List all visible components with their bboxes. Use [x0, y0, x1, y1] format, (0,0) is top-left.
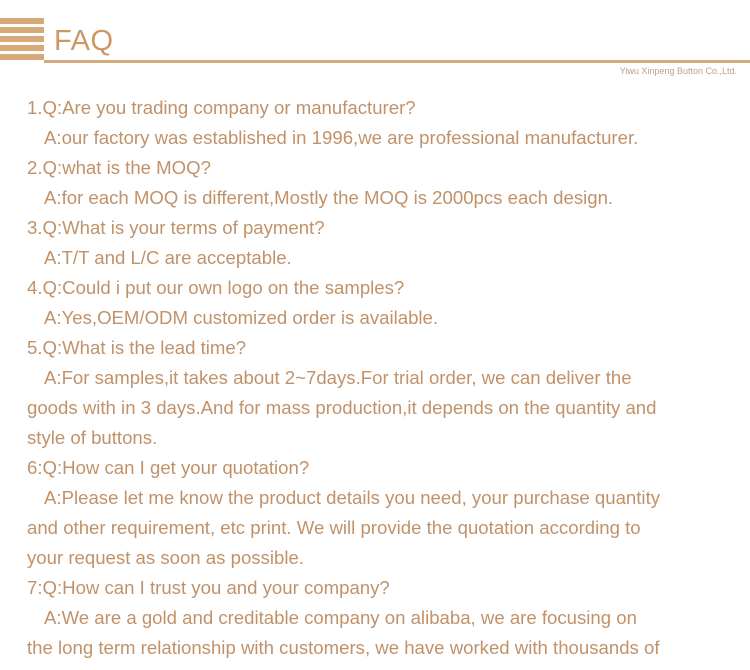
question-6: 6:Q:How can I get your quotation?	[27, 457, 310, 478]
answer-6-line-1: A:Please let me know the product details you need, your purchase quantity	[44, 487, 661, 508]
question-3: 3.Q:What is your terms of payment?	[27, 217, 325, 238]
question-4: 4.Q:Could i put our own logo on the samples?	[27, 277, 405, 298]
answer-3: A:T/T and L/C are acceptable.	[44, 247, 292, 268]
answer-7-line-1: A:We are a gold and creditable company on alibaba, we are focusing on	[44, 607, 637, 628]
answer-2: A:for each MOQ is different,Mostly the MOQ is 2000pcs each design.	[44, 187, 614, 208]
question-2: 2.Q:what is the MOQ?	[27, 157, 211, 178]
page-title: FAQ	[54, 25, 114, 57]
company-name: Yiwu Xinpeng Button Co.,Ltd.	[619, 66, 737, 76]
question-7: 7:Q:How can I trust you and your company?	[27, 577, 390, 598]
title-divider	[44, 60, 750, 63]
question-1: 1.Q:Are you trading company or manufacturer?	[27, 97, 416, 118]
answer-7-line-2: the long term relationship with customers, we have worked with thousands of	[27, 637, 660, 658]
question-5: 5.Q:What is the lead time?	[27, 337, 247, 358]
answer-4: A:Yes,OEM/ODM customized order is available.	[44, 307, 439, 328]
faq-list	[27, 93, 732, 663]
title-stripes-decoration	[0, 18, 44, 62]
answer-5-line-3: style of buttons.	[27, 427, 158, 448]
answer-6-line-2: and other requirement, etc print. We will provide the quotation according to	[27, 517, 641, 538]
answer-5-line-1: A:For samples,it takes about 2~7days.For trial order, we can deliver the	[44, 367, 632, 388]
answer-1: A:our factory was established in 1996,we are professional manufacturer.	[44, 127, 639, 148]
answer-5-line-2: goods with in 3 days.And for mass production,it depends on the quantity and	[27, 397, 657, 418]
answer-6-line-3: your request as soon as possible.	[27, 547, 304, 568]
